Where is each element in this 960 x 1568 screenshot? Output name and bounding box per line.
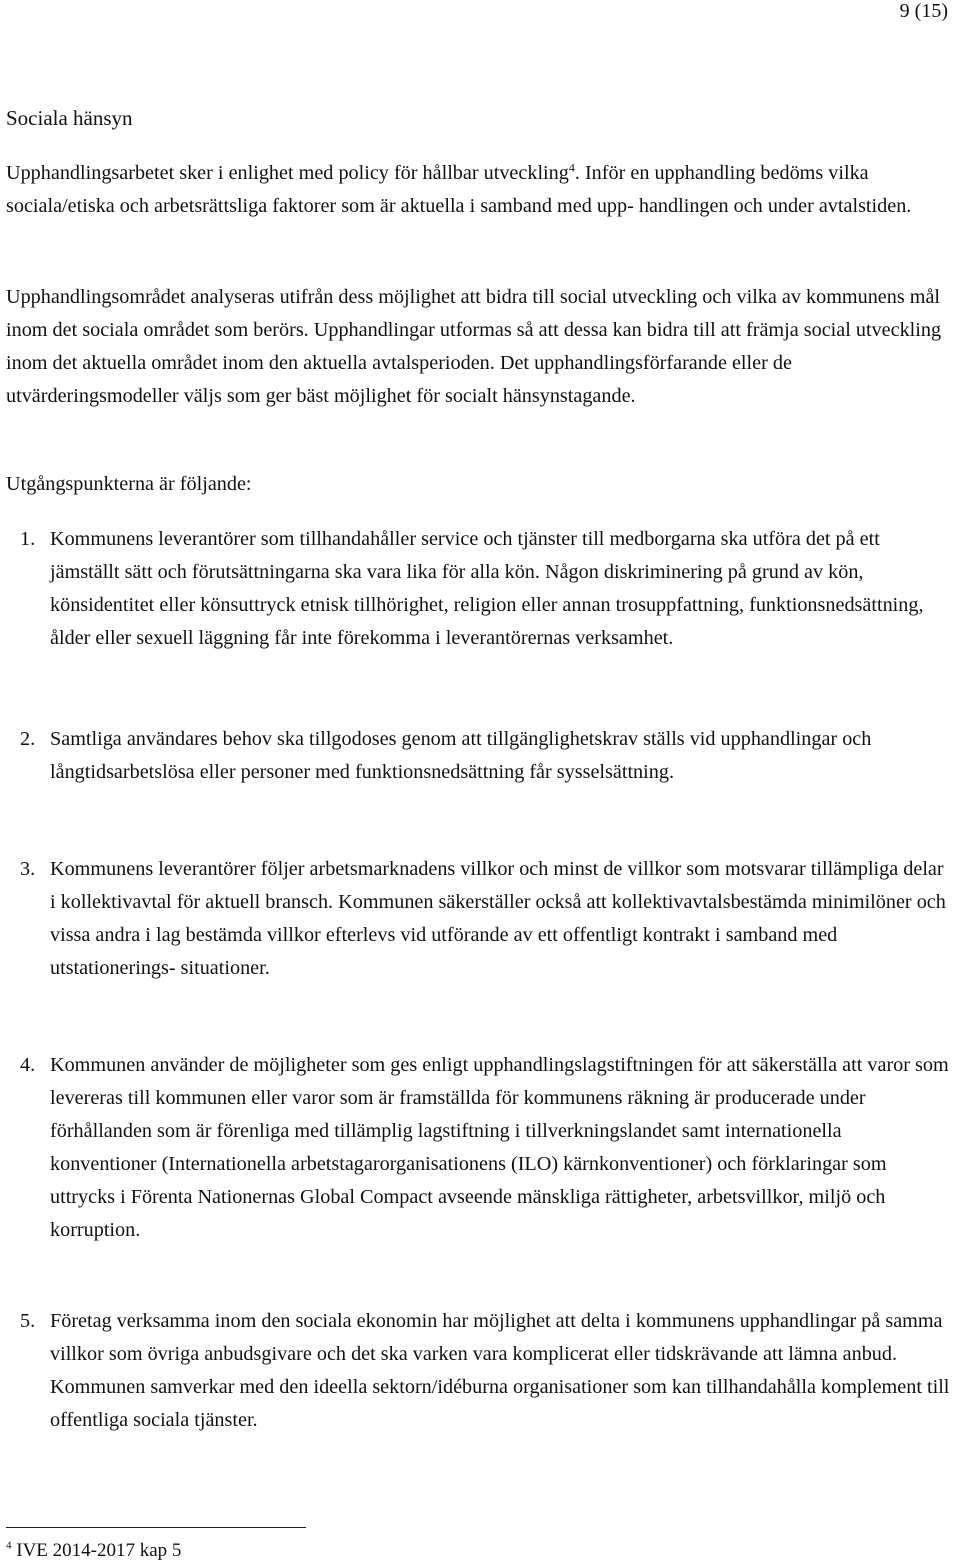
list-item-text: Kommunen använder de möjligheter som ges enligt upphandlingslagstiftningen för att säkerställa att varor som levereras till kommunen eller varor som är framställda för kommunens räkning är producerade under förhållanden som är förenliga med tillämplig lagstiftning i tillverkningslandet samt internationella konventioner (Internationella arbetstagarorganisationens (ILO) kärnkonventioner) och förklaringar som uttrycks i Förenta Nationernas Global Compact avseende mänskliga rättigheter, arbetsvillkor, miljö och korruption. bbox=[50, 1054, 949, 1241]
list-item bbox=[6, 523, 951, 655]
list-item-text: Samtliga användares behov ska tillgodoses genom att tillgänglighetskrav ställs vid upphandlingar och långtidsarbetslösa eller personer med funktionsnedsättning får sysselsättning. bbox=[50, 728, 872, 783]
list-item-number: 1. bbox=[20, 528, 36, 550]
list-item-text: Kommunens leverantörer som tillhandahåller service och tjänster till medborgarna ska utföra det på ett jämställt sätt och förutsättningarna ska vara lika för alla kön. Någon diskriminering på grund av kön, könsidentitet eller könsuttryck etnisk tillhörighet, religion eller annan trosuppfattning, funktionsnedsättning, ålder eller sexuell läggning får inte förekomma i leverantörernas verksamhet. bbox=[50, 528, 924, 649]
footnote-divider bbox=[6, 1527, 306, 1528]
list-item bbox=[6, 1049, 951, 1247]
list-item-text: Kommunens leverantörer följer arbetsmarknadens villkor och minst de villkor som motsvarar tillämpliga delar i kollektivavtal för aktuell bransch. Kommunen säkerställer också att kollektivavtalsbestämda minimilöner och vissa andra i lag bestämda villkor efterlevs vid utförande av ett offentligt kontrakt i samband med utstationerings- situationer. bbox=[50, 858, 946, 979]
section-heading: Sociala hänsyn bbox=[6, 106, 133, 130]
list-item-number: 5. bbox=[20, 1310, 36, 1332]
footnote bbox=[6, 1539, 181, 1563]
list-item-number: 4. bbox=[20, 1054, 36, 1076]
list-item bbox=[6, 1305, 951, 1437]
page-number: 9 (15) bbox=[899, 0, 948, 22]
footnote-marker: 4 bbox=[6, 1539, 12, 1552]
list-item-number: 2. bbox=[20, 728, 36, 750]
paragraph-analysis: Upphandlingsområdet analyseras utifrån dess möjlighet att bidra till social utveckling och vilka av kommunens mål inom det sociala området som berörs. Upphandlingar utformas så att dessa kan bidra till att främja social utveckling inom det aktuella området inom den aktuella avtalsperioden. Det upphandlingsförfarande eller de utvärderingsmodeller väljs som ger bäst möjlighet för socialt hänsynstagande. bbox=[6, 286, 942, 407]
footnote-text: IVE 2014-2017 kap 5 bbox=[11, 1540, 182, 1561]
paragraph-intro-text: Upphandlingsarbetet sker i enlighet med policy för hållbar utveckling bbox=[6, 162, 569, 184]
list-item-number: 3. bbox=[20, 858, 36, 880]
list-item-text: Företag verksamma inom den sociala ekonomin har möjlighet att delta i kommunens upphandlingar på samma villkor som övriga anbudsgivare och det ska varken vara komplicerat eller tidskrävande att lämna anbud. Kommunen samverkar med den ideella sektorn/idéburna organisationer som kan tillhandahålla komplement till offentliga sociala tjänster. bbox=[50, 1310, 950, 1431]
paragraph-lead-in: Utgångspunkterna är följande: bbox=[6, 473, 252, 495]
paragraph-intro-text-cont: . Inför en upphandling bedöms vilka sociala/etiska och arbetsrättsliga faktorer som är aktuella i samband med upp- handlingen och under avtalstiden. bbox=[6, 162, 912, 217]
list-item bbox=[6, 853, 951, 985]
list-item bbox=[6, 723, 951, 789]
footnote-reference[interactable]: 4 bbox=[568, 160, 575, 175]
paragraph-intro bbox=[6, 157, 951, 223]
